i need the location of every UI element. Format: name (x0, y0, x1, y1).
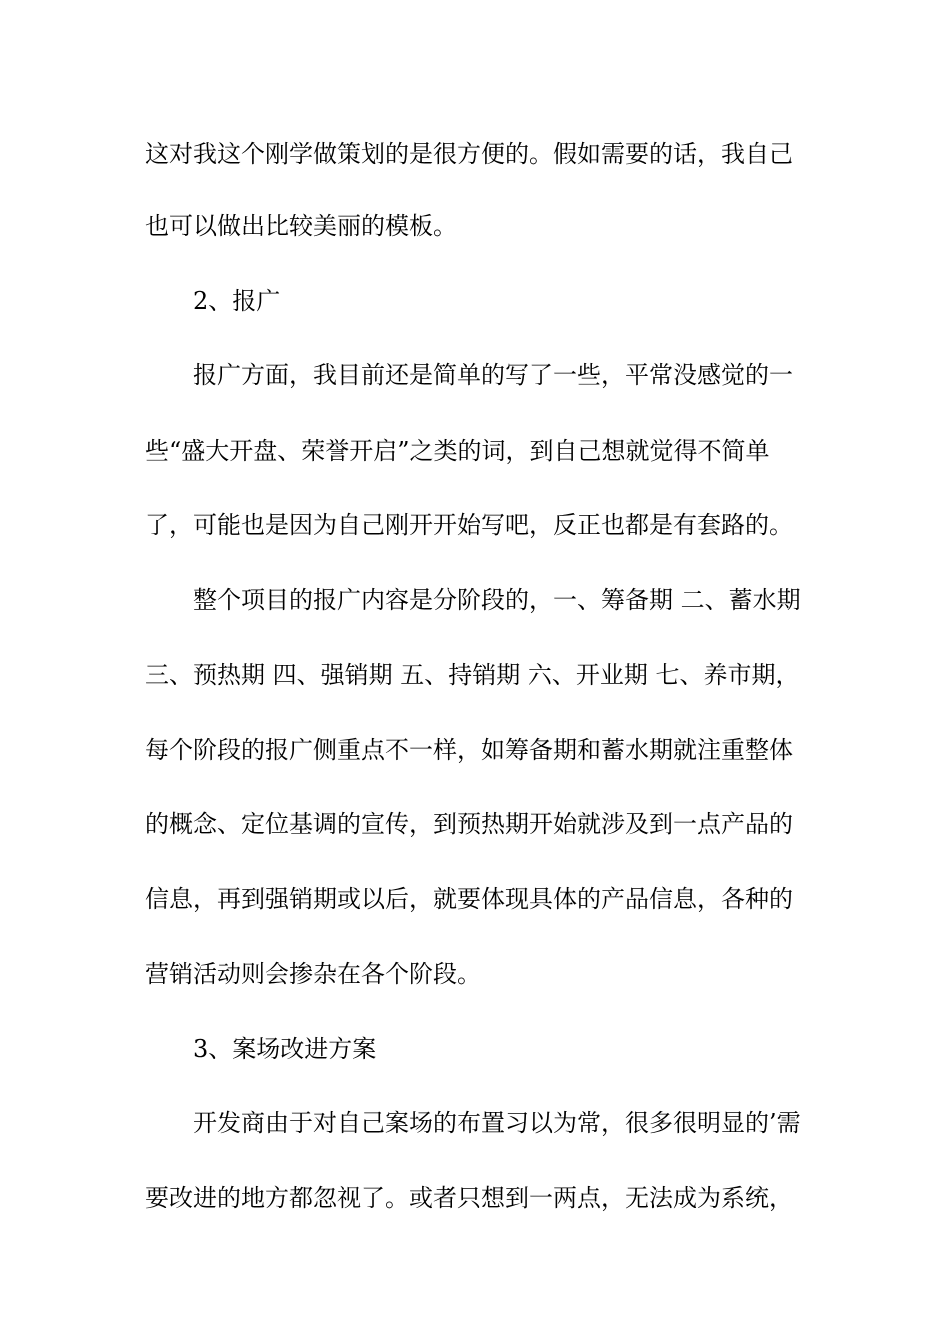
body-text-line: 整个项目的报广内容是分阶段的，一、筹备期 二、蓄水期 (193, 586, 801, 614)
section-heading: 2、报广 (193, 287, 281, 315)
body-text-line: 些“盛大开盘、荣誉开启”之类的词，到自己想就觉得不简单 (145, 437, 770, 465)
body-text-line: 的概念、定位基调的宣传，到预热期开始就涉及到一点产品的 (145, 810, 793, 838)
body-text-line: 营销活动则会掺杂在各个阶段。 (145, 960, 481, 988)
body-text-line: 开发商由于对自己案场的布置习以为常，很多很明显的’需 (193, 1109, 801, 1137)
body-text-line: 信息，再到强销期或以后，就要体现具体的产品信息，各种的 (145, 885, 793, 913)
body-text-line: 也可以做出比较美丽的模板。 (145, 212, 457, 240)
body-text-line: 三、预热期 四、强销期 五、持销期 六、开业期 七、养市期， (145, 661, 800, 689)
body-text-line: 这对我这个刚学做策划的是很方便的。假如需要的话，我自己 (145, 140, 793, 168)
body-text-line: 要改进的地方都忽视了。或者只想到一两点，无法成为系统， (145, 1184, 793, 1212)
body-text-line: 每个阶段的报广侧重点不一样，如筹备期和蓄水期就注重整体 (145, 736, 793, 764)
section-heading: 3、案场改进方案 (193, 1035, 377, 1063)
body-text-line: 了，可能也是因为自己刚开开始写吧，反正也都是有套路的。 (145, 511, 793, 539)
body-text-line: 报广方面，我目前还是简单的写了一些，平常没感觉的一 (193, 361, 793, 389)
